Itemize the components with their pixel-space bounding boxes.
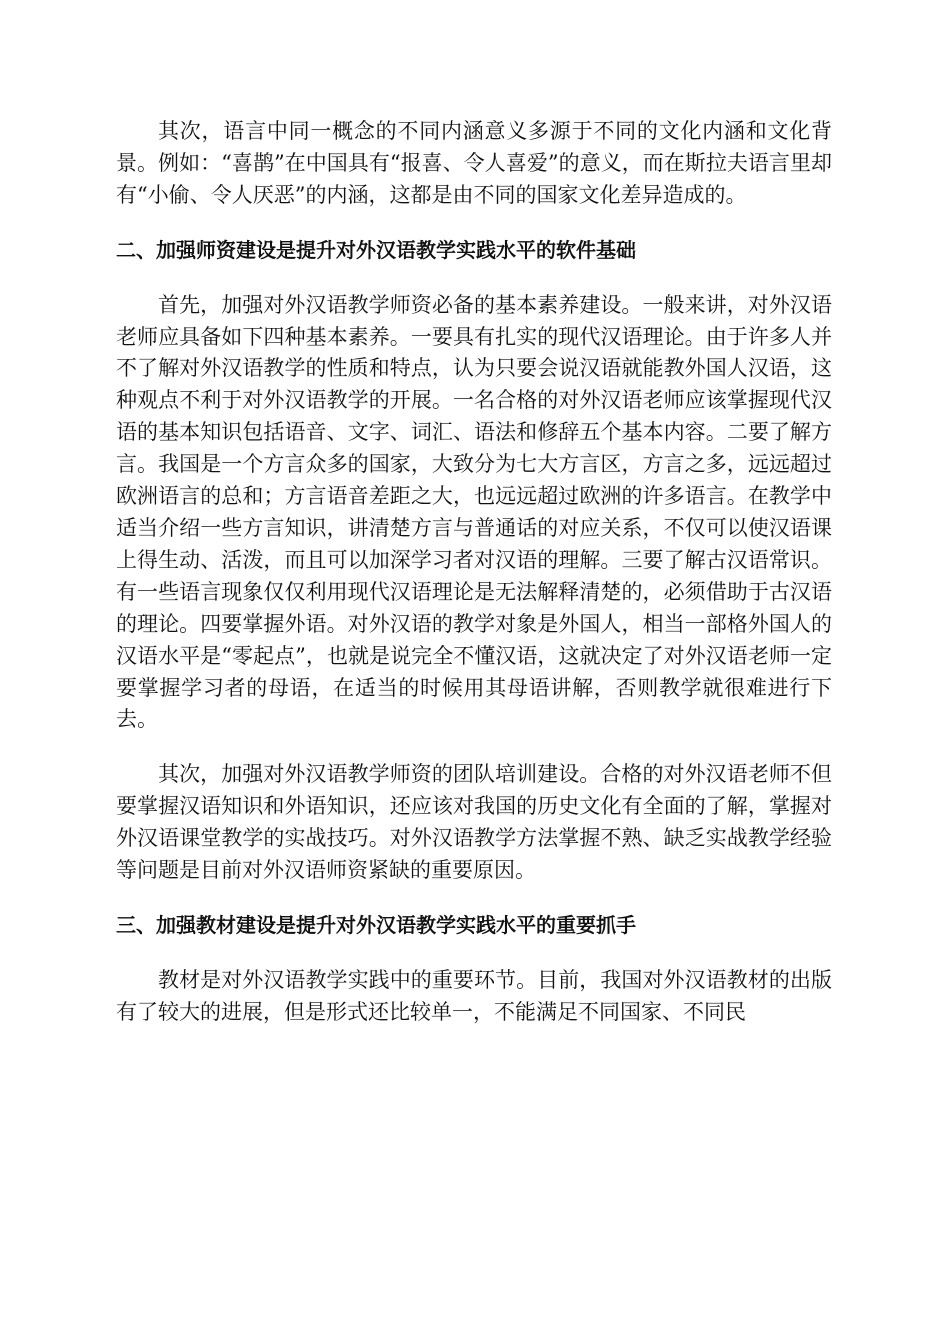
paragraph-culture-connotation: 其次，语言中同一概念的不同内涵意义多源于不同的文化内涵和文化背景。例如：“喜鹊”在中国具有“报喜、令人喜爱”的意义，而在斯拉夫语言里却有“小偷、令人厌恶”的内涵，这都是由不同的国家文化差异造成的。	[116, 119, 832, 207]
section-heading-3: 三、加强教材建设是提升对外汉语教学实践水平的重要抓手	[116, 912, 636, 937]
paragraph-team-training: 其次，加强对外汉语教学师资的团队培训建设。合格的对外汉语老师不但要掌握汉语知识和外语知识，还应该对我国的历史文化有全面的了解，掌握对外汉语课堂教学的实战技巧。对外汉语教学方法掌握不熟、缺乏实战教学经验等问题是目前对外汉语师资紧缺的重要原因。	[116, 762, 832, 883]
document-page	[116, 116, 832, 1052]
paragraph-textbooks: 教材是对外汉语教学实践中的重要环节。目前，我国对外汉语教材的出版有了较大的进展，但是形式还比较单一，不能满足不同国家、不同民	[116, 967, 832, 1024]
paragraph-teacher-qualities: 首先，加强对外汉语教学师资必备的基本素养建设。一般来讲，对外汉语老师应具备如下四种基本素养。一要具有扎实的现代汉语理论。由于许多人并不了解对外汉语教学的性质和特点，认为只要会说汉语就能教外国人汉语，这种观点不利于对外汉语教学的开展。一名合格的对外汉语老师应该掌握现代汉语的基本知识包括语音、文字、词汇、语法和修辞五个基本内容。二要了解方言。我国是一个方言众多的国家，大致分为七大方言区，方言之多，远远超过欧洲语言的总和；方言语音差距之大，也远远超过欧洲的许多语言。在教学中适当介绍一些方言知识，讲清楚方言与普通话的对应关系，不仅可以使汉语课上得生动、活泼，而且可以加深学习者对汉语的理解。三要了解古汉语常识。有一些语言现象仅仅利用现代汉语理论是无法解释清楚的，必须借助于古汉语的理论。四要掌握外语。对外汉语的教学对象是外国人，相当一部格外国人的汉语水平是“零起点”，也就是说完全不懂汉语，这就决定了对外汉语老师一定要掌握学习者的母语，在适当的时候用其母语讲解，否则教学就很难进行下去。	[116, 292, 832, 732]
section-heading-2: 二、加强师资建设是提升对外汉语教学实践水平的软件基础	[116, 237, 636, 262]
